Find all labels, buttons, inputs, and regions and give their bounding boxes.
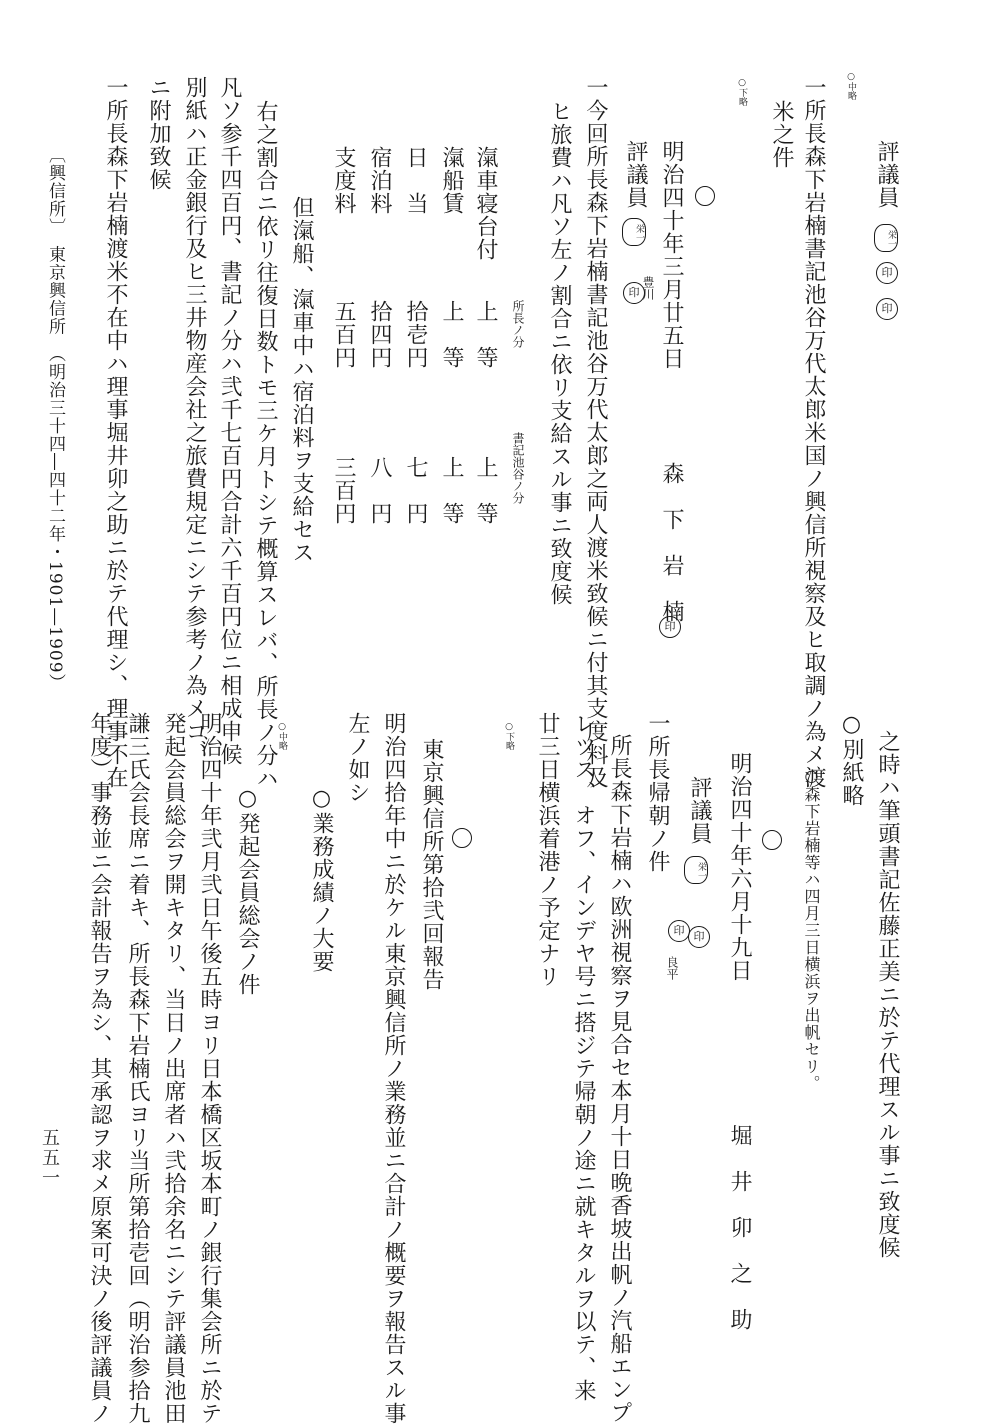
table-item: 支度料 [331,146,356,215]
text-column: 所長森下岩楠ハ欧洲視察ヲ見合セ本月十日晩香坡出帆ノ汽船エンプ [607,734,632,1424]
text-column: 明治四十年弐月弐日午後五時ヨリ日本橋区坂本町ノ銀行集会所ニ於テ [197,712,222,1425]
date: 明治四十年三月廿五日 [659,140,684,370]
table-item: 滊船賃 [439,146,464,215]
table-value: 上 等 [473,456,498,525]
table-value: 七 円 [403,456,428,525]
section-circle [452,828,472,848]
omission-note: ○下略 [737,78,747,106]
omission-note: ○中略 [846,72,856,100]
seal-stamp: 印 [876,298,898,320]
report-title: 東京興信所第拾弐回報告 [419,738,444,991]
text-column: 一所長森下岩楠渡米不在中ハ理事堀井卯之助ニ於テ代理シ、理事不在 [103,76,128,789]
text-column: 発起会員総会ヲ開キタリ、当日ノ出席者ハ弐拾余名ニシテ評議員池田 [161,712,186,1425]
table-item: 宿泊料 [367,146,392,215]
councillor-label: 評議員 [687,776,712,845]
text-column: 別紙ハ正金銀行及ヒ三井物産会社之旅費規定ニシテ参考ノ為メコ、 [182,76,207,766]
header-secretary: 書記池谷ノ分 [511,432,525,504]
text-column: レツス、オフ、インデヤ号ニ搭ジテ帰朝ノ途ニ就キタルヲ以テ、来 [571,712,596,1402]
table-value: 五百円 [331,300,356,369]
date: 明治四十年六月十九日 [727,752,752,982]
seal-eiichi: 栄一 [684,856,708,884]
seal-stamp: 印 [688,926,710,948]
text-column: 明治四拾年中ニ於ケル東京興信所ノ業務並ニ合計ノ概要ヲ報告スル事 [381,712,406,1425]
table-item: 滊車寝台付 [473,146,498,261]
section-heading: ○業務成績ノ大要 [309,786,334,973]
text-column: 廿三日横浜着港ノ予定ナリ [535,712,560,988]
text-column: 但滊船、滊車中ハ宿泊料ヲ支給セス [289,196,314,564]
seal-eiichi: 栄一 [874,224,898,252]
text-column: 左ノ如シ [345,712,370,804]
text-column: 一今回所長森下岩楠書記池谷万代太郎之両人渡米致候ニ付其支度料及 [583,76,608,789]
table-item: 日 当 [403,146,428,215]
table-value: 八 円 [367,456,392,525]
text-column: 右之割合ニ依リ往復日数トモ三ケ月トシテ概算スレバ、所長ノ分ハ [253,100,278,790]
text-column: 謙三氏会長席ニ着キ、所長森下岩楠氏ヨリ当所第拾壱回（明治参拾九 [125,712,150,1425]
section-heading: ○発起会員総会ノ件 [235,786,260,996]
councillor-label: 評議員 [874,140,899,209]
text-column: ヒ旅費ハ凡ソ左ノ割合ニ依リ支給スル事ニ致度候 [547,100,572,606]
signatory: 森 下 岩 楠 [659,462,684,623]
seal-eiichi: 栄一 [622,218,646,246]
running-header: 〔興信所〕 東京興信所 （明治三十四―四十二年・1901―1909） [45,146,65,692]
seal-stamp: 印 [623,282,645,304]
table-value: 拾壱円 [403,300,428,369]
omission-note: ○中略 [277,722,287,750]
seal-stamp: 印 [876,262,898,284]
page-number: 五五一 [39,1128,60,1188]
table-value: 三百円 [331,456,356,525]
appendix-note: ○別紙略 [839,712,864,807]
text-column: 凡ソ参千四百円、書記ノ分ハ弐千七百円合計六千百円位ニ相成申候 [217,76,242,766]
text-column: 一所長森下岩楠書記池谷万代太郎米国ノ興信所視察及ヒ取調ノ為メ渡 [801,76,826,789]
signatory: 堀 井 卯 之 助 [727,1124,752,1331]
text-column: 年度）事務並ニ会計報告ヲ為シ、其承認ヲ求メ原案可決ノ後評議員ノ [87,712,112,1425]
note: ○森下岩楠等ハ四月三日横浜ヲ出帆セリ。 [802,766,821,1092]
text-column: 米之件 [769,100,794,169]
omission-note: ○下略 [504,722,514,750]
text-column: 之時ハ筆頭書記佐藤正美ニ於テ代理スル事ニ致度候 [875,730,900,1259]
header-director: 所長ノ分 [511,300,525,348]
section-circle [762,830,782,850]
table-value: 拾四円 [367,300,392,369]
table-value: 上 等 [473,300,498,369]
seal-stamp: 印 [659,616,681,638]
text-column: ニ附加致候 [146,76,171,191]
councillor-name: 良平 [665,956,679,980]
section-circle [695,186,715,206]
table-value: 上 等 [439,300,464,369]
table-value: 上 等 [439,456,464,525]
seal-stamp: 印 [668,920,690,942]
text-column: 一所長帰朝ノ件 [645,712,670,873]
councillor-name: 豊川 [641,276,655,300]
councillor-label: 評議員 [623,140,648,209]
